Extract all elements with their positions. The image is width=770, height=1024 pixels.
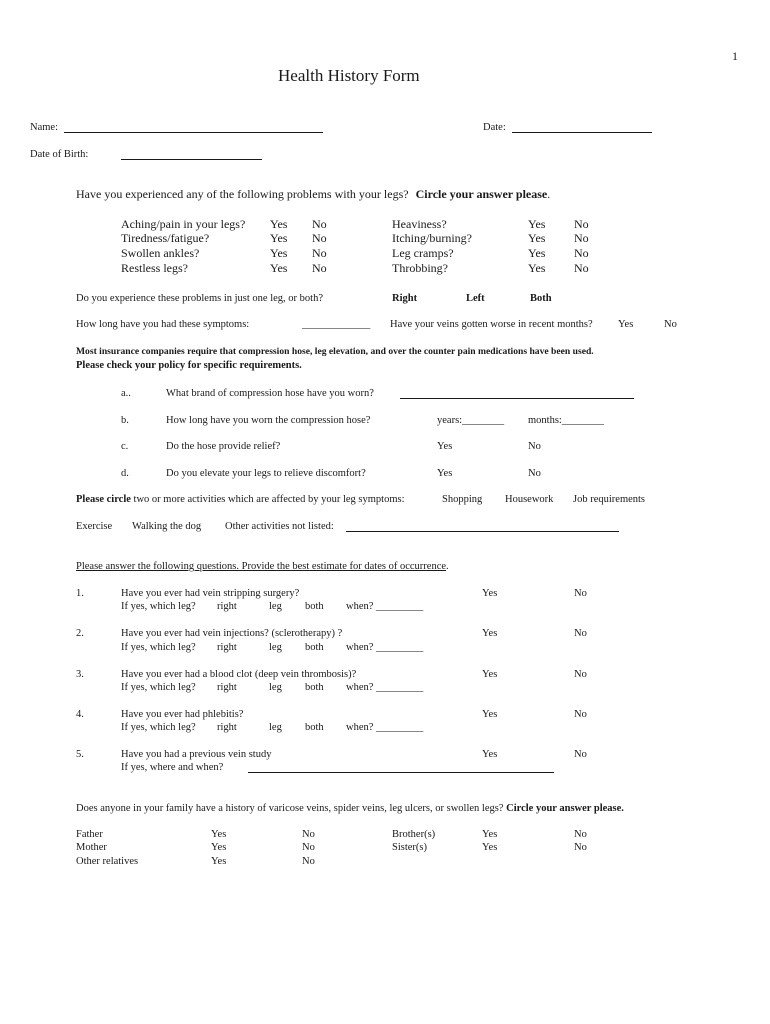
both-option[interactable]: both xyxy=(305,601,324,612)
questions-intro-text: Please answer the following questions. Provide the best estimate for dates of occurrence xyxy=(76,561,447,572)
hose-years-field[interactable]: years:________ xyxy=(437,415,505,426)
leg-option[interactable]: leg xyxy=(269,601,282,612)
yes-option[interactable]: Yes xyxy=(270,261,288,275)
question-text: Have you ever had phlebitis? xyxy=(121,709,244,720)
activity-housework[interactable]: Housework xyxy=(505,494,554,505)
symptom-aching: Aching/pain in your legs? xyxy=(121,217,246,231)
date-label: Date: xyxy=(483,122,506,133)
yes-option[interactable]: Yes xyxy=(482,588,498,599)
no-option[interactable]: No xyxy=(302,856,315,867)
right-option[interactable]: right xyxy=(217,682,237,693)
both-option[interactable]: both xyxy=(305,642,324,653)
no-option[interactable]: No xyxy=(574,261,589,275)
no-option[interactable]: No xyxy=(574,246,589,260)
no-option[interactable]: No xyxy=(574,829,587,840)
activity-job[interactable]: Job requirements xyxy=(573,494,646,505)
yes-option[interactable]: Yes xyxy=(211,856,227,867)
yes-option[interactable]: Yes xyxy=(482,709,498,720)
other-activities-label: Other activities not listed: xyxy=(225,521,334,532)
yes-option[interactable]: Yes xyxy=(270,217,288,231)
both-option[interactable]: both xyxy=(305,682,324,693)
no-option[interactable]: No xyxy=(574,628,587,639)
question-text: Have you ever had vein injections? (sclerotherapy) ? xyxy=(121,628,343,639)
family-question-emphasis: Circle your answer please. xyxy=(506,803,624,814)
yes-option[interactable]: Yes xyxy=(528,231,546,245)
yes-option[interactable]: Yes xyxy=(437,468,453,479)
question-text: Have you had a previous vein study xyxy=(121,749,272,760)
no-option[interactable]: No xyxy=(574,217,589,231)
duration-question: How long have you had these symptoms: xyxy=(76,319,250,330)
other-activities-field[interactable] xyxy=(346,531,619,532)
activity-shopping[interactable]: Shopping xyxy=(442,494,483,505)
activity-exercise[interactable]: Exercise xyxy=(76,521,113,532)
yes-option[interactable]: Yes xyxy=(211,829,227,840)
symptom-throbbing: Throbbing? xyxy=(392,261,448,275)
symptom-swollen: Swollen ankles? xyxy=(121,246,200,260)
insurance-notice: Most insurance companies require that compression hose, leg elevation, and over the counter pain medications have been used. xyxy=(76,346,594,357)
question-number: 4. xyxy=(76,709,84,720)
hose-c-letter: c. xyxy=(121,441,129,452)
yes-option[interactable]: Yes xyxy=(482,749,498,760)
legs-question-text: Have you experienced any of the following problems with your legs? xyxy=(76,187,409,201)
family-question-text: Does anyone in your family have a history of varicose veins, spider veins, leg ulcers, or swollen legs? xyxy=(76,803,504,814)
family-brothers: Brother(s) xyxy=(392,829,436,840)
no-option[interactable]: No xyxy=(574,588,587,599)
yes-option[interactable]: Yes xyxy=(270,246,288,260)
one-leg-question: Do you experience these problems in just one leg, or both? xyxy=(76,293,323,304)
yes-option[interactable]: Yes xyxy=(482,842,498,853)
hose-relief-question: Do the hose provide relief? xyxy=(166,441,281,452)
right-option[interactable]: Right xyxy=(392,293,418,304)
activities-lead: Please circle xyxy=(76,494,131,505)
yes-option[interactable]: Yes xyxy=(528,261,546,275)
dob-field[interactable] xyxy=(121,159,262,160)
yes-option[interactable]: Yes xyxy=(482,829,498,840)
when-field[interactable]: when? _________ xyxy=(346,722,424,733)
family-father: Father xyxy=(76,829,103,840)
name-field[interactable] xyxy=(64,132,323,133)
page-title: Health History Form xyxy=(278,66,420,85)
symptom-itching: Itching/burning? xyxy=(392,231,472,245)
no-option[interactable]: No xyxy=(302,829,315,840)
leg-option[interactable]: leg xyxy=(269,642,282,653)
no-option[interactable]: No xyxy=(574,709,587,720)
no-option[interactable]: No xyxy=(664,319,677,330)
family-other-relatives: Other relatives xyxy=(76,856,139,867)
which-leg-label: If yes, which leg? xyxy=(121,642,196,653)
symptom-tiredness: Tiredness/fatigue? xyxy=(121,231,210,245)
yes-option[interactable]: Yes xyxy=(482,628,498,639)
family-sisters: Sister(s) xyxy=(392,842,427,853)
no-option[interactable]: No xyxy=(574,749,587,760)
questions-intro xyxy=(76,560,449,573)
symptom-cramps: Leg cramps? xyxy=(392,246,454,260)
yes-option[interactable]: Yes xyxy=(211,842,227,853)
right-option[interactable]: right xyxy=(217,722,237,733)
yes-option[interactable]: Yes xyxy=(528,217,546,231)
hose-a-letter: a.. xyxy=(121,388,131,399)
date-field[interactable] xyxy=(512,132,652,133)
hose-duration-question: How long have you worn the compression hose? xyxy=(166,415,371,426)
no-option[interactable]: No xyxy=(574,231,589,245)
which-leg-label: If yes, which leg? xyxy=(121,682,196,693)
no-option[interactable]: No xyxy=(312,231,327,245)
question-number: 1. xyxy=(76,588,84,599)
which-leg-label: If yes, which leg? xyxy=(121,601,196,612)
question-text: Have you ever had a blood clot (deep vein thrombosis)? xyxy=(121,669,357,680)
no-option[interactable]: No xyxy=(528,441,541,452)
no-option[interactable]: No xyxy=(574,669,587,680)
hose-brand-question: What brand of compression hose have you worn? xyxy=(166,388,374,399)
which-leg-label: If yes, which leg? xyxy=(121,722,196,733)
family-question xyxy=(76,802,624,815)
both-option[interactable]: Both xyxy=(530,293,552,304)
no-option[interactable]: No xyxy=(312,261,327,275)
right-option[interactable]: right xyxy=(217,642,237,653)
question-number: 5. xyxy=(76,749,84,760)
no-option[interactable]: No xyxy=(528,468,541,479)
elevate-legs-question: Do you elevate your legs to relieve discomfort? xyxy=(166,468,366,479)
question-text: Have you ever had vein stripping surgery? xyxy=(121,588,300,599)
yes-option[interactable]: Yes xyxy=(618,319,634,330)
legs-question-emphasis: Circle your answer please xyxy=(415,187,548,201)
leg-option[interactable]: leg xyxy=(269,722,282,733)
no-option[interactable]: No xyxy=(312,217,327,231)
legs-question-end: . xyxy=(547,187,551,201)
when-field[interactable]: when? _________ xyxy=(346,601,424,612)
hose-months-field[interactable]: months:________ xyxy=(528,415,604,426)
yes-option[interactable]: Yes xyxy=(528,246,546,260)
yes-option[interactable]: Yes xyxy=(482,669,498,680)
hose-d-letter: d. xyxy=(121,468,129,479)
name-label: Name: xyxy=(30,122,58,133)
yes-option[interactable]: Yes xyxy=(437,441,453,452)
no-option[interactable]: No xyxy=(574,842,587,853)
right-option[interactable]: right xyxy=(217,601,237,612)
where-when-field[interactable] xyxy=(248,772,554,773)
activities-question xyxy=(76,493,405,506)
worse-question: Have your veins gotten worse in recent months? xyxy=(390,319,593,330)
legs-question xyxy=(76,188,550,201)
leg-option[interactable]: leg xyxy=(269,682,282,693)
no-option[interactable]: No xyxy=(312,246,327,260)
family-mother: Mother xyxy=(76,842,107,853)
question-number: 2. xyxy=(76,628,84,639)
hose-b-letter: b. xyxy=(121,415,129,426)
no-option[interactable]: No xyxy=(302,842,315,853)
activities-text: two or more activities which are affected by your leg symptoms: xyxy=(133,494,405,505)
when-field[interactable]: when? _________ xyxy=(346,642,424,653)
when-field[interactable]: when? _________ xyxy=(346,682,424,693)
symptom-heaviness: Heaviness? xyxy=(392,217,447,231)
where-when-label: If yes, where and when? xyxy=(121,762,224,773)
insurance-policy-note: Please check your policy for specific requirements. xyxy=(76,360,302,371)
both-option[interactable]: both xyxy=(305,722,324,733)
left-option[interactable]: Left xyxy=(466,293,485,304)
hose-brand-field[interactable] xyxy=(400,398,634,399)
questions-intro-end: . xyxy=(446,561,449,572)
symptom-restless: Restless legs? xyxy=(121,261,188,275)
question-number: 3. xyxy=(76,669,84,680)
page-number: 1 xyxy=(732,49,738,63)
yes-option[interactable]: Yes xyxy=(270,231,288,245)
dob-label: Date of Birth: xyxy=(30,149,89,160)
activity-walking-dog[interactable]: Walking the dog xyxy=(132,521,202,532)
duration-field[interactable]: _____________ xyxy=(302,319,371,330)
